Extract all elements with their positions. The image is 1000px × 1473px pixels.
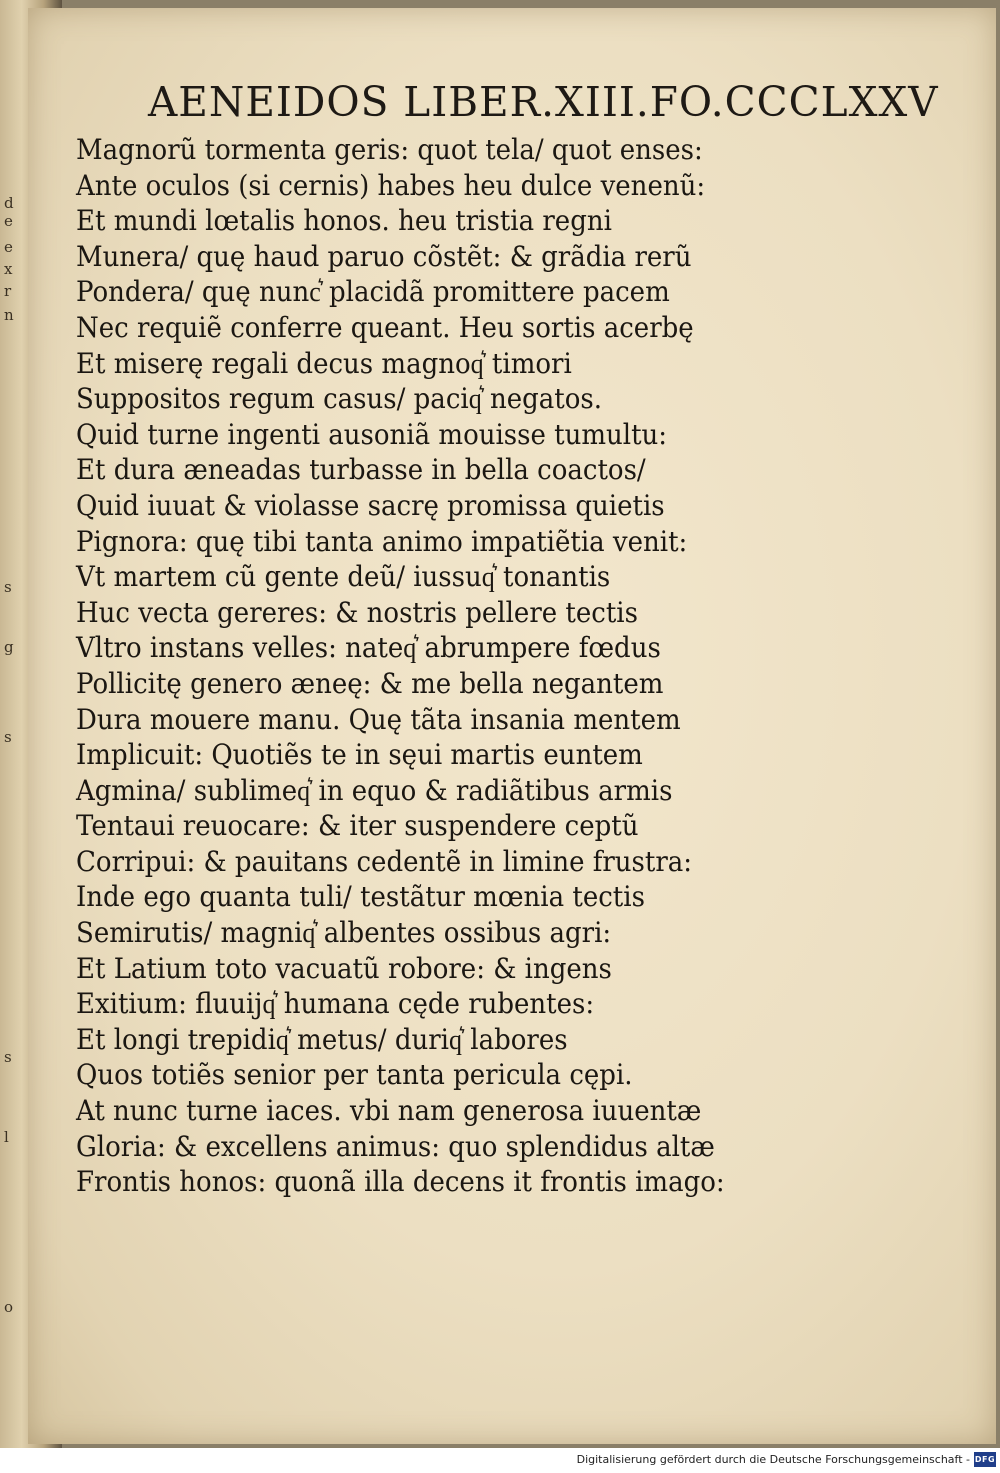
verse-line: Pondera/ quę nunc͛ placidã promittere pacem	[76, 275, 670, 309]
facing-page-fragment: s	[4, 578, 12, 596]
verse-line: Suppositos regum casus/ paciq͛ negatos.	[76, 382, 603, 416]
verse-line: Vt martem cũ gente deũ/ iussuq͛ tonantis	[76, 560, 611, 594]
verse-line: Et dura æneadas turbasse in bella coactos/	[76, 453, 646, 487]
verse-line: Magnorũ tormenta geris: quot tela/ quot enses:	[76, 133, 703, 166]
facing-page-fragment: e	[4, 238, 13, 256]
facing-page-edge	[0, 0, 30, 1448]
verse-line: Pollicitę genero æneę: & me bella negantem	[76, 666, 664, 700]
facing-page-fragment: d	[4, 194, 14, 212]
verse-line: Nec requiẽ conferre queant. Heu sortis acerbę	[76, 310, 694, 344]
verse-line: Corripui: & pauitans cedentẽ in limine frustra:	[76, 844, 693, 878]
verse-line: Et Latium toto vacuatũ robore: & ingens	[76, 951, 612, 985]
digitization-footer	[0, 1448, 1000, 1473]
verse-line: Vltro instans velles: nateq͛ abrumpere fœdus	[76, 631, 661, 665]
verse-line: Pignora: quę tibi tanta animo impatiẽtia venit:	[76, 524, 688, 558]
verse-line: Agmina/ sublimeq͛ in equo & radiãtibus armis	[76, 773, 673, 807]
verse-line: Gloria: & excellens animus: quo splendidus altæ	[76, 1129, 715, 1163]
facing-page-fragment: l	[4, 1128, 9, 1146]
verse-line: Tentaui reuocare: & iter suspendere ceptũ	[76, 809, 639, 843]
verse-line: Et miserę regali decus magnoq͛ timori	[76, 346, 572, 380]
verse-line: Inde ego quanta tuli/ testãtur mœnia tectis	[76, 880, 645, 914]
verse-line: Semirutis/ magniq͛ albentes ossibus agri:	[76, 916, 612, 950]
verse-line: Quos totiẽs senior per tanta pericula cępi.	[76, 1058, 633, 1092]
funding-credit: Digitalisierung gefördert durch die Deutsche Forschungsgemeinschaft -	[576, 1453, 970, 1466]
verse-column	[76, 132, 776, 1200]
verse-line: Munera/ quę haud paruo cõstẽt: & grãdia rerũ	[76, 239, 692, 273]
facing-page-fragment: x	[4, 260, 13, 278]
verse-line: Et longi trepidiq͛ metus/ duriq͛ labores	[76, 1022, 568, 1056]
verse-line: Et mundi lœtalis honos. heu tristia regni	[76, 204, 612, 238]
facing-page-fragment: e	[4, 212, 13, 230]
verse-line: Frontis honos: quonã illa decens it frontis imago:	[76, 1165, 725, 1199]
verse-line: Ante oculos (si cernis) habes heu dulce venenũ:	[76, 168, 706, 202]
verse-line: Exitium: fluuijq͛ humana cęde rubentes:	[76, 987, 595, 1021]
facing-page-fragment: s	[4, 1048, 12, 1066]
verse-line: Huc vecta gereres: & nostris pellere tectis	[76, 595, 638, 629]
dfg-logo-icon: DFG	[974, 1452, 996, 1467]
facing-page-fragment: r	[4, 282, 12, 300]
verse-line: At nunc turne iaces. vbi nam generosa iuuentæ	[76, 1094, 702, 1128]
facing-page-fragment: o	[4, 1298, 14, 1316]
facing-page-fragment: n	[4, 306, 14, 324]
verse-line: Implicuit: Quotiẽs te in sęui martis euntem	[76, 738, 643, 772]
verse-line: Quid iuuat & violasse sacrę promissa quietis	[76, 488, 665, 522]
running-head: AENEIDOS LIBER.XIII.FO.CCCLXXV	[148, 78, 939, 126]
facing-page-fragment: g	[4, 638, 14, 656]
facing-page-fragment: s	[4, 728, 12, 746]
verse-line: Quid turne ingenti ausoniã mouisse tumultu:	[76, 417, 668, 451]
verse-line: Dura mouere manu. Quę tãta insania mentem	[76, 702, 681, 736]
